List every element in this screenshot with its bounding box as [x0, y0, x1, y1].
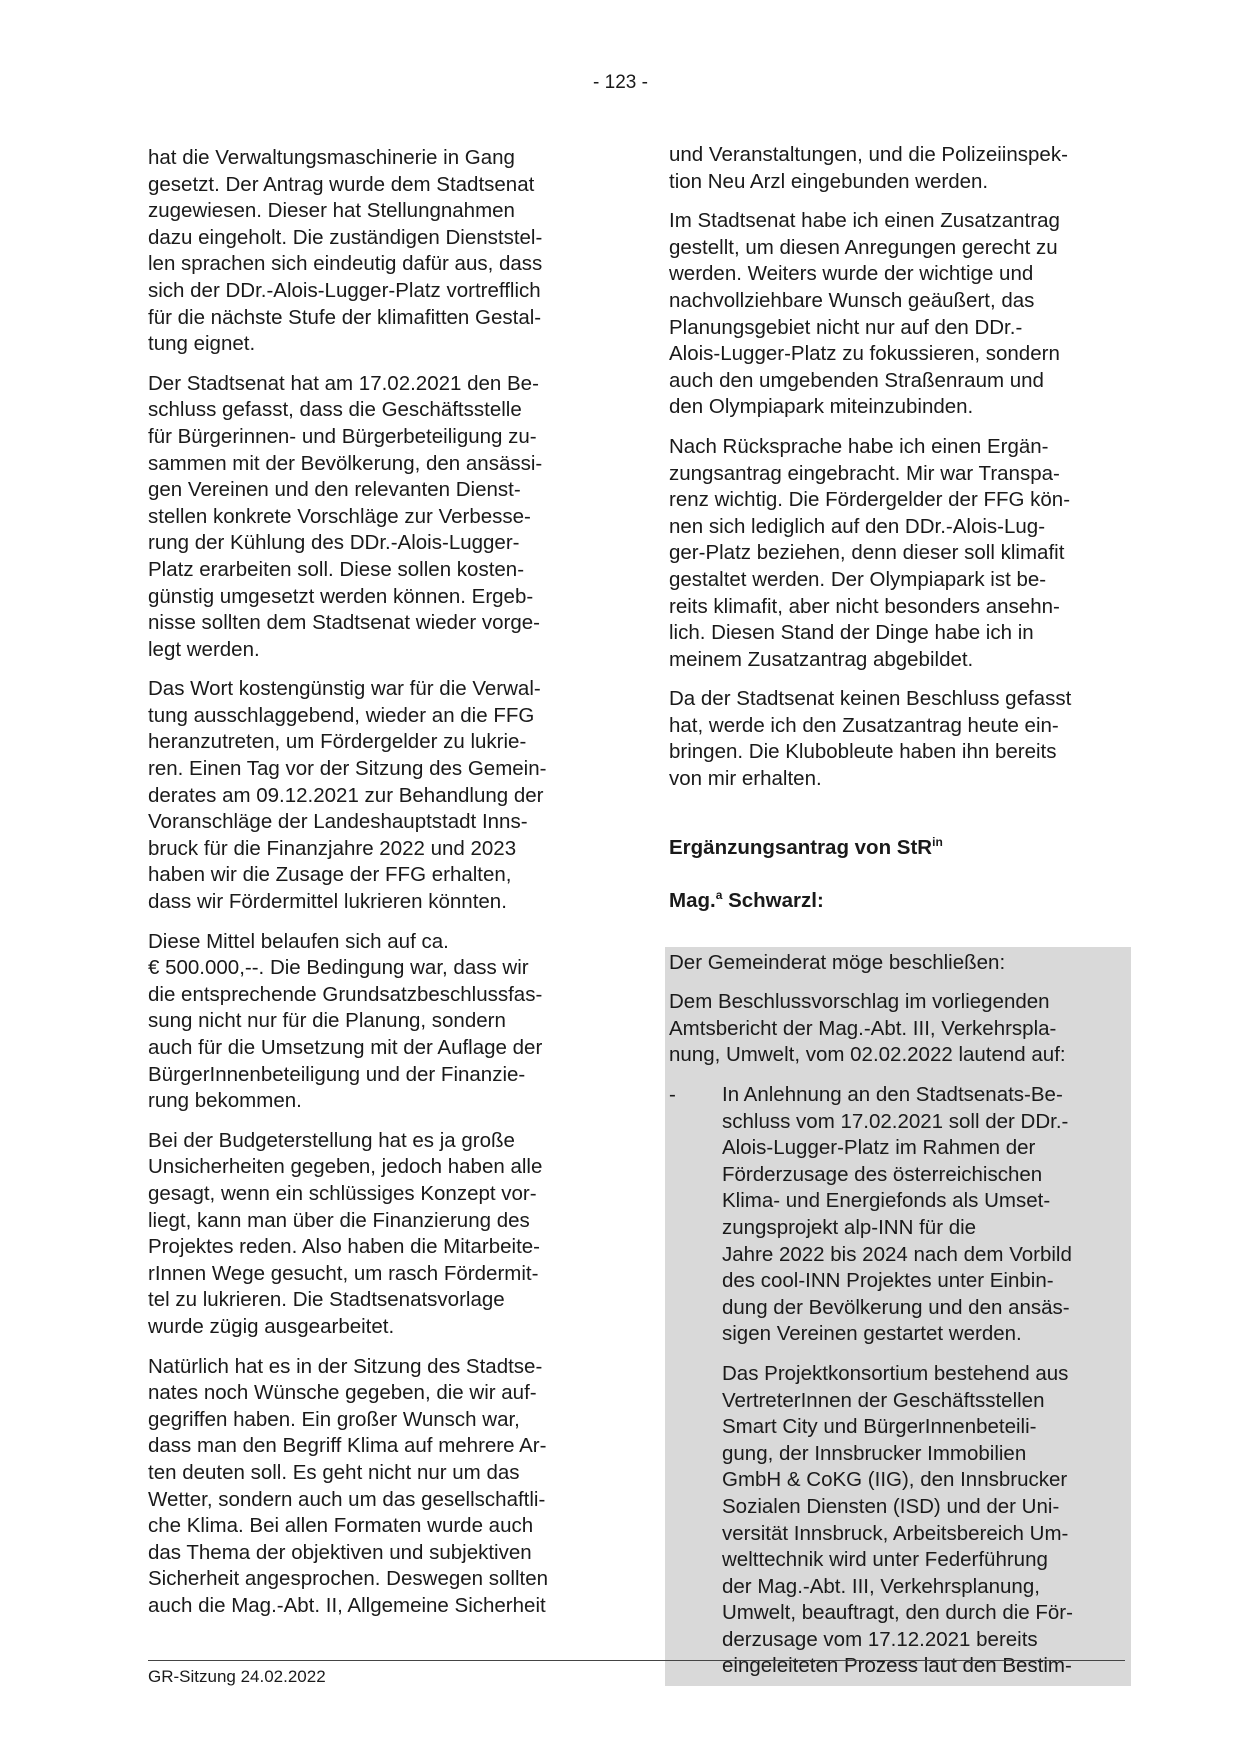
heading-line-2-prefix: Mag. [669, 889, 716, 913]
paragraph: Diese Mittel belaufen sich auf ca. € 500.000,--. Die Bedingung war, dass wir die entsprechende Grundsatzbeschlussfas- sung nicht nur für die Planung, sondern auch für die Umsetzung mit der Auflage der BürgerInnenbeteiligung und der Finanzie- rung bekommen. [148, 929, 543, 1113]
section-heading [669, 809, 1125, 942]
heading-line-2-suffix: Schwarzl: [722, 889, 824, 913]
paragraph: Da der Stadtsenat keinen Beschluss gefasst hat, werde ich den Zusatzantrag heute ein- bringen. Die Klubobleute haben ihn bereits von mir erhalten. [669, 687, 1072, 791]
paragraph: Das Wort kostengünstig war für die Verwal- tung ausschlaggebend, wieder an die FFG heranzutreten, um Fördergelder zu lukrie- ren. Einen Tag vor der Sitzung des Gemein- derates am 09.12.2021 zur Behandlung der Voranschläge der Landeshauptstadt Inns- bruck für die Finanzjahre 2022 und 2023 haben wir die Zusage der FFG erhalten, dass wir Fördermittel lukrieren könnten. [148, 677, 547, 914]
paragraph: Bei der Budgeterstellung hat es ja große Unsicherheiten gegeben, jedoch haben alle gesagt, wenn ein schlüssiges Konzept vor- liegt, kann man über die Finanzierung des Projektes reden. Also haben die Mitarbeite- rInnen Wege gesucht, um rasch Fördermit- tel zu lukrieren. Die Stadtsenatsvorlage wurde zügig ausgearbeitet. [148, 1128, 543, 1338]
heading-superscript: in [932, 835, 943, 850]
list-item [669, 1082, 1125, 1680]
paragraph: hat die Verwaltungsmaschinerie in Gang gesetzt. Der Antrag wurde dem Stadtsenat zugewiesen. Dieser hat Stellungnahmen dazu eingeholt. Die zuständigen Dienststel- len sprachen sich eindeutig dafür aus, dass sich der DDr.-Alois-Lugger-Platz vortrefflich für die nächste Stufe der klimafitten Gestal- tung eignet. [148, 146, 543, 356]
motion-box [665, 947, 1131, 1686]
list-item-body [722, 1082, 1073, 1680]
paragraph: Natürlich hat es in der Sitzung des Stadtse- nates noch Wünsche gegeben, die wir auf- gegriffen haben. Ein großer Wunsch war, dass man den Begriff Klima auf mehrere Ar- ten deuten soll. Es geht nicht nur um das Wetter, sondern auch um das gesellschaftli- che Klima. Bei allen Formaten wurde auch das Thema der objektiven und subjektiven Sicherheit angesprochen. Deswegen sollten auch die Mag.-Abt. II, Allgemeine Sicherheit [148, 1354, 549, 1617]
list-item-paragraph: Das Projektkonsortium bestehend aus VertreterInnen der Geschäftsstellen Smart City und BürgerInnenbeteili- gung, der Innsbrucker Immobilien GmbH & CoKG (IIG), den Innsbrucker Sozialen Diensten (ISD) und der Uni- versität Innsbruck, Arbeitsbereich Um- welttechnik wird unter Federführung der Mag.-Abt. III, Verkehrsplanung, Umwelt, beauftragt, den durch die För- derzusage vom 17.12.2021 bereits eingeleiteten Prozess laut den Bestim- [722, 1361, 1073, 1678]
list-dash: - [669, 1083, 676, 1106]
footer-text: GR-Sitzung 24.02.2022 [148, 1667, 326, 1686]
footer-divider [148, 1660, 1125, 1661]
list-item-paragraph: In Anlehnung an den Stadtsenats-Be- schluss vom 17.02.2021 soll der DDr.- Alois-Lugger-Platz im Rahmen der Förderzusage des österreichischen Klima- und Energiefonds als Umset- zungsprojekt alp-INN für die Jahre 2022 bis 2024 nach dem Vorbild des cool-INN Projektes unter Einbin- dung der Bevölkerung und den ansäs- sigen Vereinen gestartet werden. [722, 1083, 1072, 1346]
heading-superscript: a [715, 888, 723, 903]
right-column [669, 142, 1125, 1686]
motion-intro: Der Gemeinderat möge beschließen: [669, 950, 1006, 974]
paragraph: Im Stadtsenat habe ich einen Zusatzantrag gestellt, um diesen Anregungen gerecht zu werden. Weiters wurde der wichtige und nachvollziehbare Wunsch geäußert, das Planungsgebiet nicht nur auf den DDr.- Alois-Lugger-Platz zu fokussieren, sondern auch den umgebenden Straßenraum und den Olympiapark miteinzubinden. [669, 209, 1060, 419]
paragraph: Nach Rücksprache habe ich einen Ergän- zungsantrag eingebracht. Mir war Transpa- renz wichtig. Die Fördergelder der FFG kön- nen sich lediglich auf den DDr.-Alois-Lug- ger-Platz beziehen, denn dieser soll klimafit gestaltet werden. Der Olympiapark ist be- reits klimafit, aber nicht besonders ansehn- lich. Diesen Stand der Dinge habe ich in meinem Zusatzantrag abgebildet. [669, 434, 1071, 671]
page-number: - 123 - [593, 72, 648, 93]
motion-paragraph: Dem Beschlussvorschlag im vorliegenden Amtsbericht der Mag.-Abt. III, Verkehrspla- nung, Umwelt, vom 02.02.2022 lautend auf: [669, 990, 1066, 1067]
heading-line-1: Ergänzungsantrag von StR [669, 836, 933, 860]
paragraph: und Veranstaltungen, und die Polizeiinspek- tion Neu Arzl eingebunden werden. [669, 143, 1068, 193]
left-column [148, 145, 608, 1632]
paragraph: Der Stadtsenat hat am 17.02.2021 den Be- schluss gefasst, dass die Geschäftsstelle für Bürgerinnen- und Bürgerbeteiligung zu- sammen mit der Bevölkerung, den ansässi- gen Vereinen und den relevanten Dienst- stellen konkrete Vorschläge zur Verbesse- rung der Kühlung des DDr.-Alois-Lugger- Platz erarbeiten soll. Diese sollen kosten- günstig umgesetzt werden können. Ergeb- nisse sollten dem Stadtsenat wieder vorge- legt werden. [148, 371, 543, 661]
